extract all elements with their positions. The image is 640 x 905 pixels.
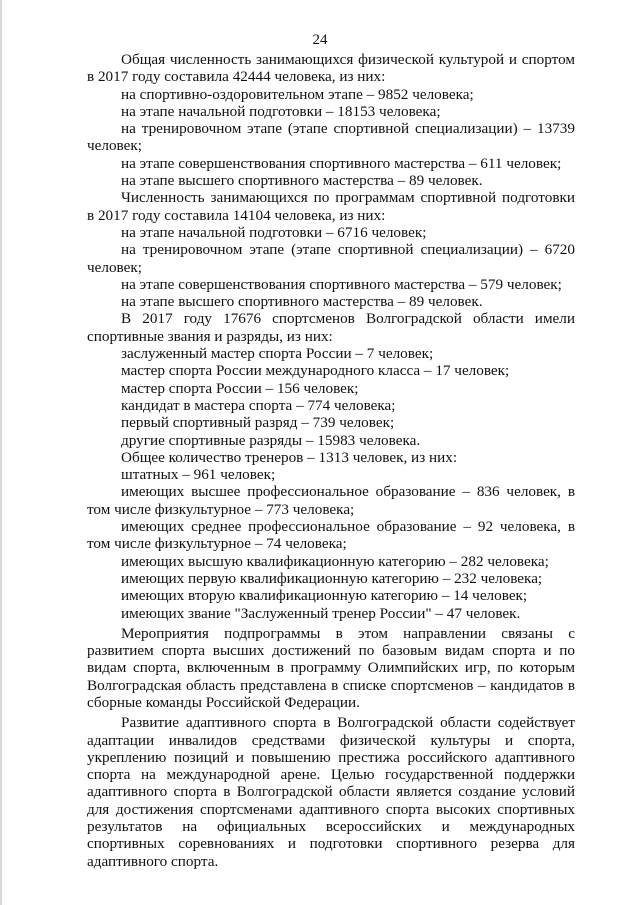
paragraph-candidate-master: кандидат в мастера спорта – 774 человека; [121, 396, 396, 414]
paragraph-highest-category: имеющих высшую квалификационную категорию – 282 человека; [121, 552, 549, 570]
paragraph-other-ranks: другие спортивные разряды – 15983 человека. [121, 431, 421, 449]
paragraph-first-rank: первый спортивный разряд – 739 человек; [121, 414, 395, 432]
paragraph-program-highest-mastery-stage: на этапе высшего спортивного мастерства – 89 человек. [121, 293, 483, 311]
paragraph-program-training-stage: на тренировочном этапе (этапе спортивной специализации) – 6720 человек; [87, 241, 575, 276]
paragraph-master-of-sport: мастер спорта России – 156 человек; [121, 379, 359, 397]
paragraph-first-category: имеющих первую квалификационную категорию – 232 человека; [121, 569, 543, 587]
paragraph-adaptive-sport: Развитие адаптивного спорта в Волгоградской области содействует адаптации инвалидов средствами физической культуры и спорта, укреплению позиций и повышению престижа российского адаптивного спорта на международной арене. Целью государственной поддержки адаптивного спорта в Волгоградской области является создание условий для достижения спортсменами адаптивного спорта высоких спортивных результатов на официальных всероссийских и международных спортивных соревнованиях и подготовки спортивного резерва для адаптивного спорта. [87, 714, 575, 870]
scan-edge [0, 0, 2, 905]
paragraph-program-improvement-stage: на этапе совершенствования спортивного мастерства – 579 человек; [121, 275, 562, 293]
paragraph-improvement-stage: на этапе совершенствования спортивного мастерства – 611 человек; [121, 154, 562, 172]
paragraph-staff-coaches: штатных – 961 человек; [121, 466, 276, 484]
paragraph-training-stage: на тренировочном этапе (этапе спортивной специализации) – 13739 человек; [87, 120, 575, 155]
page-number: 24 [312, 32, 328, 48]
document-body [87, 51, 575, 870]
paragraph-total-coaches: Общее количество тренеров – 1313 человек, из них: [121, 448, 458, 466]
paragraph-higher-education: имеющих высшее профессиональное образование – 836 человек, в том числе физкультурное – 773 человека; [87, 483, 575, 518]
paragraph-sports-titles-ranks: В 2017 году 17676 спортсменов Волгоградской области имели спортивные звания и разряды, из них: [87, 310, 575, 345]
paragraph-program-initial-stage: на этапе начальной подготовки – 6716 человек; [121, 223, 427, 241]
paragraph-honored-master: заслуженный мастер спорта России – 7 человек; [121, 345, 434, 363]
paragraph-subprogram-events: Мероприятия подпрограммы в этом направлении связаны с развитием спорта высших достижений по базовым видам спорта и по видам спорта, включенным в программу Олимпийских игр, по которым Волгоградская область представлена в списке спортсменов – кандидатов в сборные команды Российской Федерации. [87, 624, 575, 711]
paragraph-international-master: мастер спорта России международного класса – 17 человек; [121, 362, 510, 380]
paragraph-total-athletes-2017: Общая численность занимающихся физической культурой и спортом в 2017 году составила 42444 человека, из них: [87, 51, 575, 86]
paragraph-sports-recreation-stage: на спортивно-оздоровительном этапе – 9852 человека; [121, 85, 474, 103]
paragraph-initial-training-stage: на этапе начальной подготовки – 18153 человека; [121, 102, 441, 120]
paragraph-second-category: имеющих вторую квалификационную категорию – 14 человек; [121, 587, 528, 605]
paragraph-secondary-education: имеющих среднее профессиональное образование – 92 человека, в том числе физкультурное – 74 человека; [87, 518, 575, 553]
paragraph-highest-mastery-stage: на этапе высшего спортивного мастерства – 89 человек. [121, 172, 483, 190]
paragraph-honored-coach: имеющих звание "Заслуженный тренер России" – 47 человек. [121, 604, 521, 622]
paragraph-sports-training-programs: Численность занимающихся по программам спортивной подготовки в 2017 году составила 14104 человека, из них: [87, 189, 575, 224]
